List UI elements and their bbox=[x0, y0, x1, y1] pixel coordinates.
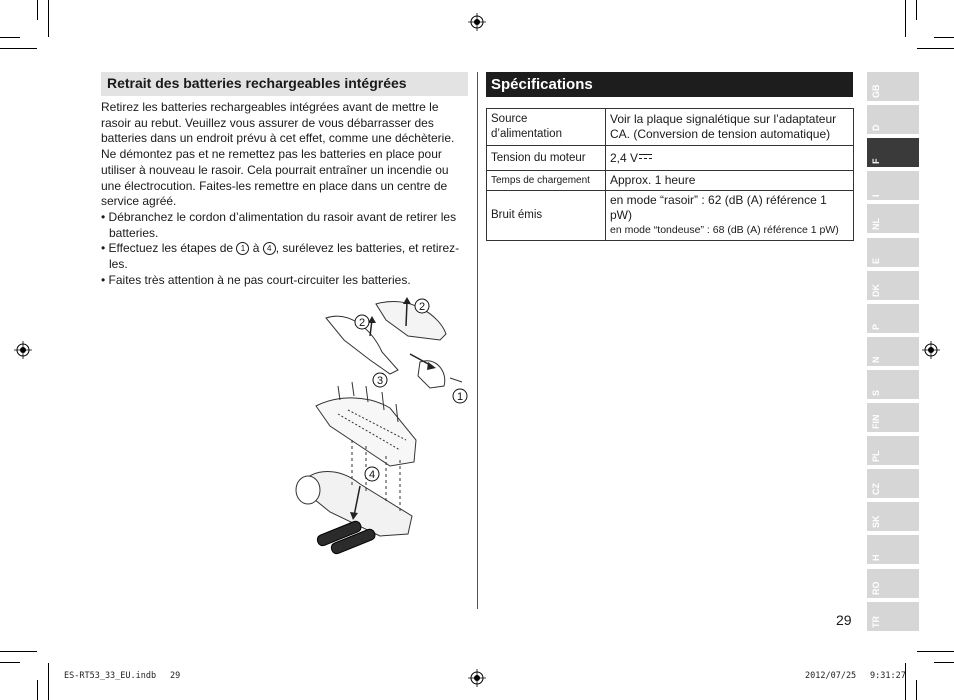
spec-value bbox=[606, 146, 854, 171]
language-tab-label: DK bbox=[871, 283, 881, 297]
language-tab-h[interactable] bbox=[867, 535, 919, 564]
language-tab-sk[interactable] bbox=[867, 502, 919, 531]
spec-value bbox=[606, 191, 854, 241]
language-tab-s[interactable] bbox=[867, 370, 919, 399]
language-tab-i[interactable] bbox=[867, 171, 919, 200]
callout-4: 4 bbox=[368, 469, 376, 481]
spec-label: Tension du moteur bbox=[487, 146, 606, 171]
section-heading-specifications: Spécifications bbox=[486, 72, 853, 97]
registration-mark-icon bbox=[468, 13, 486, 31]
crop-mark bbox=[37, 680, 38, 700]
table-row bbox=[487, 191, 854, 241]
language-tab-d[interactable] bbox=[867, 105, 919, 134]
language-tab-label: FIN bbox=[871, 414, 881, 429]
footer-time: 9:31:27 bbox=[870, 671, 906, 681]
table-row bbox=[487, 146, 854, 171]
bullet-text: Effectuez les étapes de bbox=[108, 241, 237, 256]
crop-mark bbox=[934, 662, 954, 663]
text-line: batteries dans un endroit prévu à cet effet, comme une déchèterie. bbox=[101, 131, 455, 146]
crop-mark bbox=[0, 37, 20, 38]
spec-label: Temps de chargement bbox=[487, 171, 606, 191]
footer-filename: ES-RT53_33_EU.indb bbox=[64, 671, 157, 681]
language-tab-nl[interactable] bbox=[867, 204, 919, 233]
text-line: une électrocution. Faites-les remettre en place dans un centre de bbox=[101, 178, 448, 193]
bullet-item: • Faites très attention à ne pas court-circuiter les batteries. bbox=[101, 273, 469, 289]
step-number-circle: 4 bbox=[263, 242, 276, 255]
text-line: Retirez les batteries rechargeables intégrées avant de mettre le bbox=[101, 100, 439, 114]
text-line: rasoir au rebut. Veuillez vous assurer de vous débarrasser des bbox=[101, 115, 434, 130]
spec-value: Approx. 1 heure bbox=[606, 171, 854, 191]
crop-mark bbox=[48, 0, 49, 37]
crop-mark bbox=[917, 48, 954, 49]
language-tab-label: NL bbox=[871, 218, 881, 231]
language-tab-dk[interactable] bbox=[867, 271, 919, 300]
language-tab-label: F bbox=[871, 158, 881, 165]
crop-mark bbox=[917, 651, 954, 652]
callout-3: 3 bbox=[376, 375, 384, 387]
language-tab-cz[interactable] bbox=[867, 469, 919, 498]
spec-label: Source d’alimentation bbox=[487, 109, 606, 146]
section-heading-battery-removal: Retrait des batteries rechargeables intégrées bbox=[101, 72, 468, 96]
language-tab-label: GB bbox=[871, 84, 881, 98]
registration-mark-icon bbox=[922, 341, 940, 359]
table-row bbox=[487, 109, 854, 146]
callout-2b: 2 bbox=[418, 301, 426, 313]
bullet-text: , surélevez les batteries, et retirez-les. bbox=[109, 241, 460, 272]
shaver-disassembly-diagram bbox=[290, 290, 476, 560]
spec-value-line: en mode “rasoir” : 62 (dB (A) référence 1 pW) bbox=[610, 193, 827, 222]
language-tab-ro[interactable] bbox=[867, 569, 919, 598]
crop-mark bbox=[0, 651, 37, 652]
language-tab-f[interactable] bbox=[867, 138, 919, 167]
text-line: service agréé. bbox=[101, 194, 177, 209]
crop-mark bbox=[934, 37, 954, 38]
crop-mark bbox=[905, 0, 906, 37]
language-tab-label: RO bbox=[871, 581, 881, 595]
specifications-table bbox=[486, 108, 854, 241]
callout-1: 1 bbox=[456, 391, 464, 403]
crop-mark bbox=[916, 0, 917, 20]
registration-mark-icon bbox=[468, 669, 486, 687]
spec-value-text: 2,4 V bbox=[610, 150, 639, 165]
language-tab-label: P bbox=[871, 323, 881, 330]
language-tab-e[interactable] bbox=[867, 238, 919, 267]
footer-date: 2012/07/25 bbox=[805, 671, 857, 681]
language-tab-n[interactable] bbox=[867, 337, 919, 366]
language-tab-p[interactable] bbox=[867, 304, 919, 333]
table-row bbox=[487, 171, 854, 191]
text-line: utiliser à nouveau le rasoir. Cela pourrait entraîner un incendie ou bbox=[101, 162, 449, 177]
language-tab-tr[interactable] bbox=[867, 602, 919, 631]
spec-label: Bruit émis bbox=[487, 191, 606, 241]
language-tab-label: E bbox=[871, 257, 881, 264]
bullet-text: à bbox=[249, 241, 263, 256]
column-divider bbox=[477, 72, 478, 609]
spec-value-line: en mode “tondeuse” : 68 (dB (A) référence 1 pW) bbox=[610, 224, 839, 236]
crop-mark bbox=[916, 680, 917, 700]
dc-symbol-icon bbox=[639, 154, 652, 161]
instruction-list bbox=[101, 210, 469, 289]
language-tab-label: I bbox=[871, 194, 881, 198]
page-number: 29 bbox=[836, 612, 852, 628]
language-tab-label: PL bbox=[871, 450, 881, 463]
language-tab-label: S bbox=[871, 389, 881, 396]
callout-2a: 2 bbox=[358, 317, 366, 329]
chassis-shape bbox=[316, 398, 416, 466]
registration-mark-icon bbox=[14, 341, 32, 359]
bullet-item: • Débranchez le cordon d’alimentation du rasoir avant de retirer les batteries. bbox=[101, 210, 469, 241]
crop-mark bbox=[0, 48, 37, 49]
crop-mark bbox=[48, 663, 49, 700]
language-tab-fin[interactable] bbox=[867, 403, 919, 432]
text-line: Ne démontez pas et ne remettez pas les batteries en place pour bbox=[101, 147, 442, 162]
crop-mark bbox=[905, 663, 906, 700]
language-tab-label: CZ bbox=[871, 483, 881, 496]
footer-file-page: 29 bbox=[170, 671, 181, 681]
language-tab-pl[interactable] bbox=[867, 436, 919, 465]
language-tab-label: SK bbox=[871, 515, 881, 529]
rear-cover-shape bbox=[376, 301, 446, 340]
spec-value: Voir la plaque signalétique sur l’adaptateur CA. (Conversion de tension automatique) bbox=[606, 109, 854, 146]
battery-removal-text bbox=[101, 100, 469, 288]
step-number-circle: 1 bbox=[236, 242, 249, 255]
crop-mark bbox=[0, 662, 20, 663]
language-tab-label: N bbox=[871, 356, 881, 363]
bullet-item bbox=[101, 241, 469, 272]
language-tab-label: D bbox=[871, 124, 881, 132]
language-tab-label: H bbox=[871, 554, 881, 562]
language-tab-gb[interactable] bbox=[867, 72, 919, 101]
crop-mark bbox=[37, 0, 38, 20]
language-tab-label: TR bbox=[871, 615, 881, 628]
